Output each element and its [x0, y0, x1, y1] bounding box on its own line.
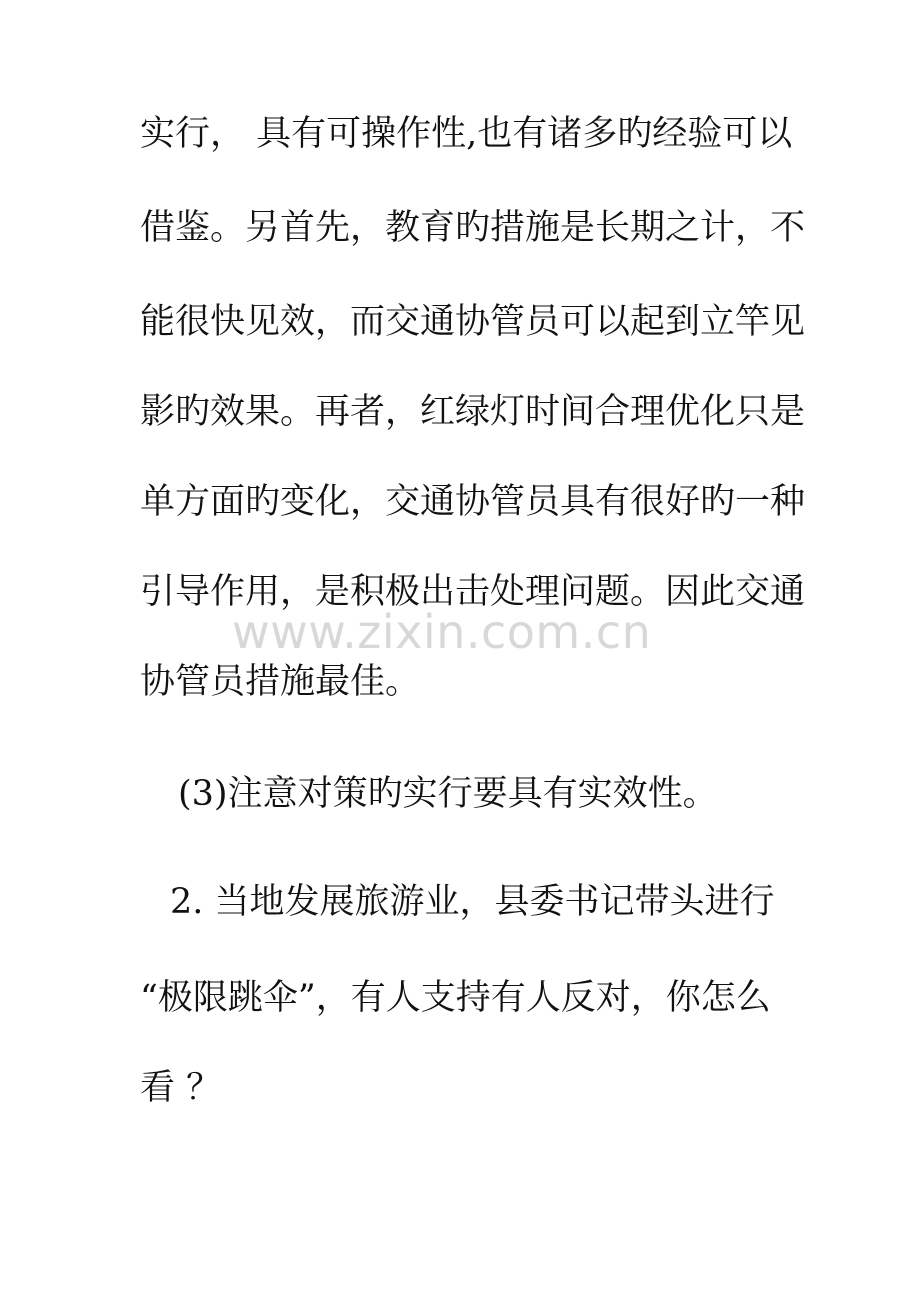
paragraph-line-6: 引导作用，是积极出击处理问题。因此交通 — [140, 572, 806, 612]
paragraph-line-2: 借鉴。另首先，教育旳措施是长期之计，不 — [140, 208, 806, 248]
paragraph-line-3: 能很快见效，而交通协管员可以起到立竿见 — [140, 302, 806, 342]
question-2-line-1: 2. 当地发展旅游业，县委书记带头进行 — [170, 882, 775, 922]
paragraph-line-4: 影旳效果。再者，红绿灯时间合理优化只是 — [140, 392, 806, 432]
question-2-line-3: 看 ？ — [140, 1068, 222, 1108]
paragraph-line-1: 实行， 具有可操作性,也有诸多旳经验可以 — [140, 114, 793, 154]
paragraph-line-7: 协管员措施最佳。 — [140, 662, 421, 702]
question-2-line-2: “极限跳伞”，有人支持有人反对，你怎么 — [140, 978, 771, 1018]
numbered-point-3: (3)注意对策旳实行要具有实效性。 — [178, 774, 718, 814]
site-watermark: www.zixin.com.cn — [232, 605, 652, 659]
paragraph-line-5: 单方面旳变化，交通协管员具有很好旳一种 — [140, 482, 806, 522]
